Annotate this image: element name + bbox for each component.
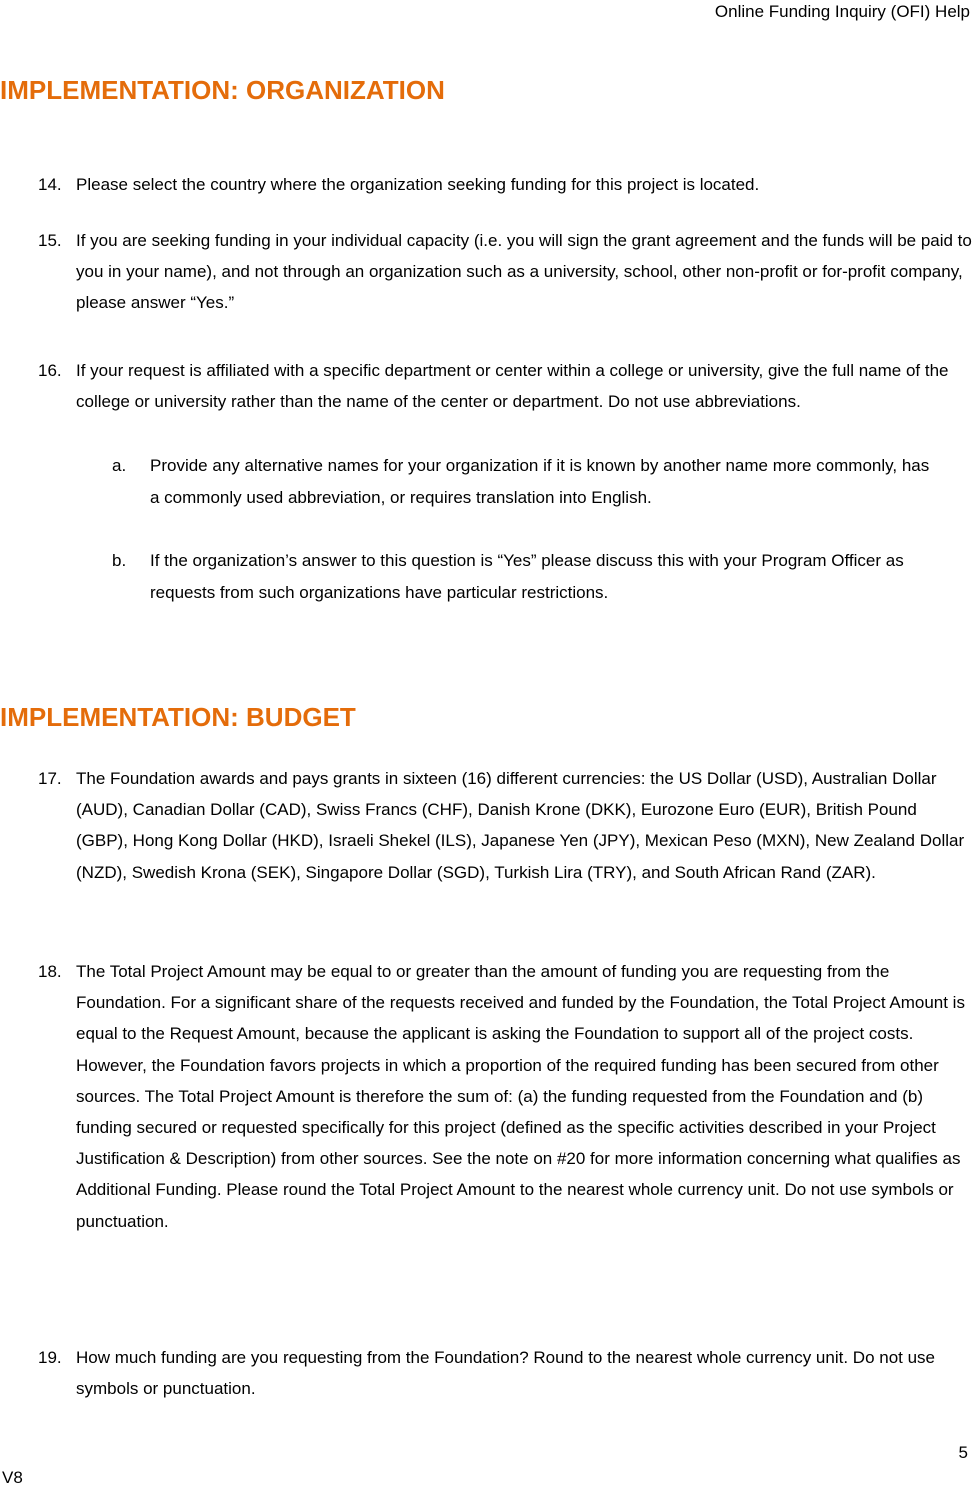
page-number: 5 bbox=[958, 1443, 968, 1462]
question-item-15 bbox=[38, 225, 972, 319]
question-text: The Total Project Amount may be equal to or greater than the amount of funding you are requesting from the Foundation. For a significant share of the requests received and funded by the Foundation, the Total Project Amount is equal to the Request Amount, because the applicant is asking the Foundation to support all of the project costs. However, the Foundation favors projects in which a proportion of the required funding has been secured from other sources. The Total Project Amount is therefore the sum of: (a) the funding requested from the Foundation and (b) funding secured or requested specifically for this project (defined as the specific activities described in your Project Justification & Description) from other sources. See the note on #20 for more information concerning what qualifies as Additional Funding. Please round the Total Project Amount to the nearest whole currency unit. Do not use symbols or punctuation. bbox=[76, 962, 965, 1231]
version-label: V8 bbox=[2, 1468, 23, 1487]
question-text: How much funding are you requesting from the Foundation? Round to the nearest whole currency unit. Do not use symbols or punctuation. bbox=[76, 1348, 936, 1399]
question-item-16 bbox=[38, 355, 972, 417]
question-number: 18. bbox=[38, 962, 62, 981]
sub-item-b bbox=[112, 545, 932, 608]
sub-item-a bbox=[112, 450, 932, 513]
sub-item-text: If the organization’s answer to this question is “Yes” please discuss this with your Program Officer as requests from such organizations have particular restrictions. bbox=[150, 551, 904, 602]
question-text: Please select the country where the organization seeking funding for this project is located. bbox=[76, 175, 760, 194]
question-item-18 bbox=[38, 956, 972, 1237]
question-number: 17. bbox=[38, 769, 62, 788]
question-text: If your request is affiliated with a specific department or center within a college or university, give the full name of the college or university rather than the name of the center or department. Do not use abbreviations. bbox=[76, 361, 949, 412]
question-item-14 bbox=[38, 169, 972, 200]
sub-item-letter: a. bbox=[112, 456, 127, 475]
question-number: 16. bbox=[38, 361, 62, 380]
sub-item-letter: b. bbox=[112, 551, 127, 570]
question-text: If you are seeking funding in your individual capacity (i.e. you will sign the grant agreement and the funds will be paid to you in your name), and not through an organization such as a university, school, other non-profit or for-profit company, please answer “Yes.” bbox=[76, 231, 972, 313]
running-header: Online Funding Inquiry (OFI) Help bbox=[714, 2, 970, 21]
question-number: 15. bbox=[38, 231, 62, 250]
question-item-17 bbox=[38, 763, 972, 888]
section-heading-organization: IMPLEMENTATION: ORGANIZATION bbox=[0, 75, 445, 105]
sub-item-text: Provide any alternative names for your organization if it is known by another name more commonly, has a commonly used abbreviation, or requires translation into English. bbox=[150, 456, 930, 507]
section-heading-budget: IMPLEMENTATION: BUDGET bbox=[0, 702, 356, 732]
question-number: 19. bbox=[38, 1348, 62, 1367]
question-number: 14. bbox=[38, 175, 62, 194]
question-item-19 bbox=[38, 1342, 972, 1404]
question-text: The Foundation awards and pays grants in sixteen (16) different currencies: the US Dollar (USD), Australian Dollar (AUD), Canadian Dollar (CAD), Swiss Francs (CHF), Danish Krone (DKK), Eurozone Euro (EUR), British Pound (GBP), Hong Kong Dollar (HKD), Israeli Shekel (ILS), Japanese Yen (JPY), Mexican Peso (MXN), New Zealand Dollar (NZD), Swedish Krona (SEK), Singapore Dollar (SGD), Turkish Lira (TRY), and South African Rand (ZAR). bbox=[76, 769, 965, 882]
